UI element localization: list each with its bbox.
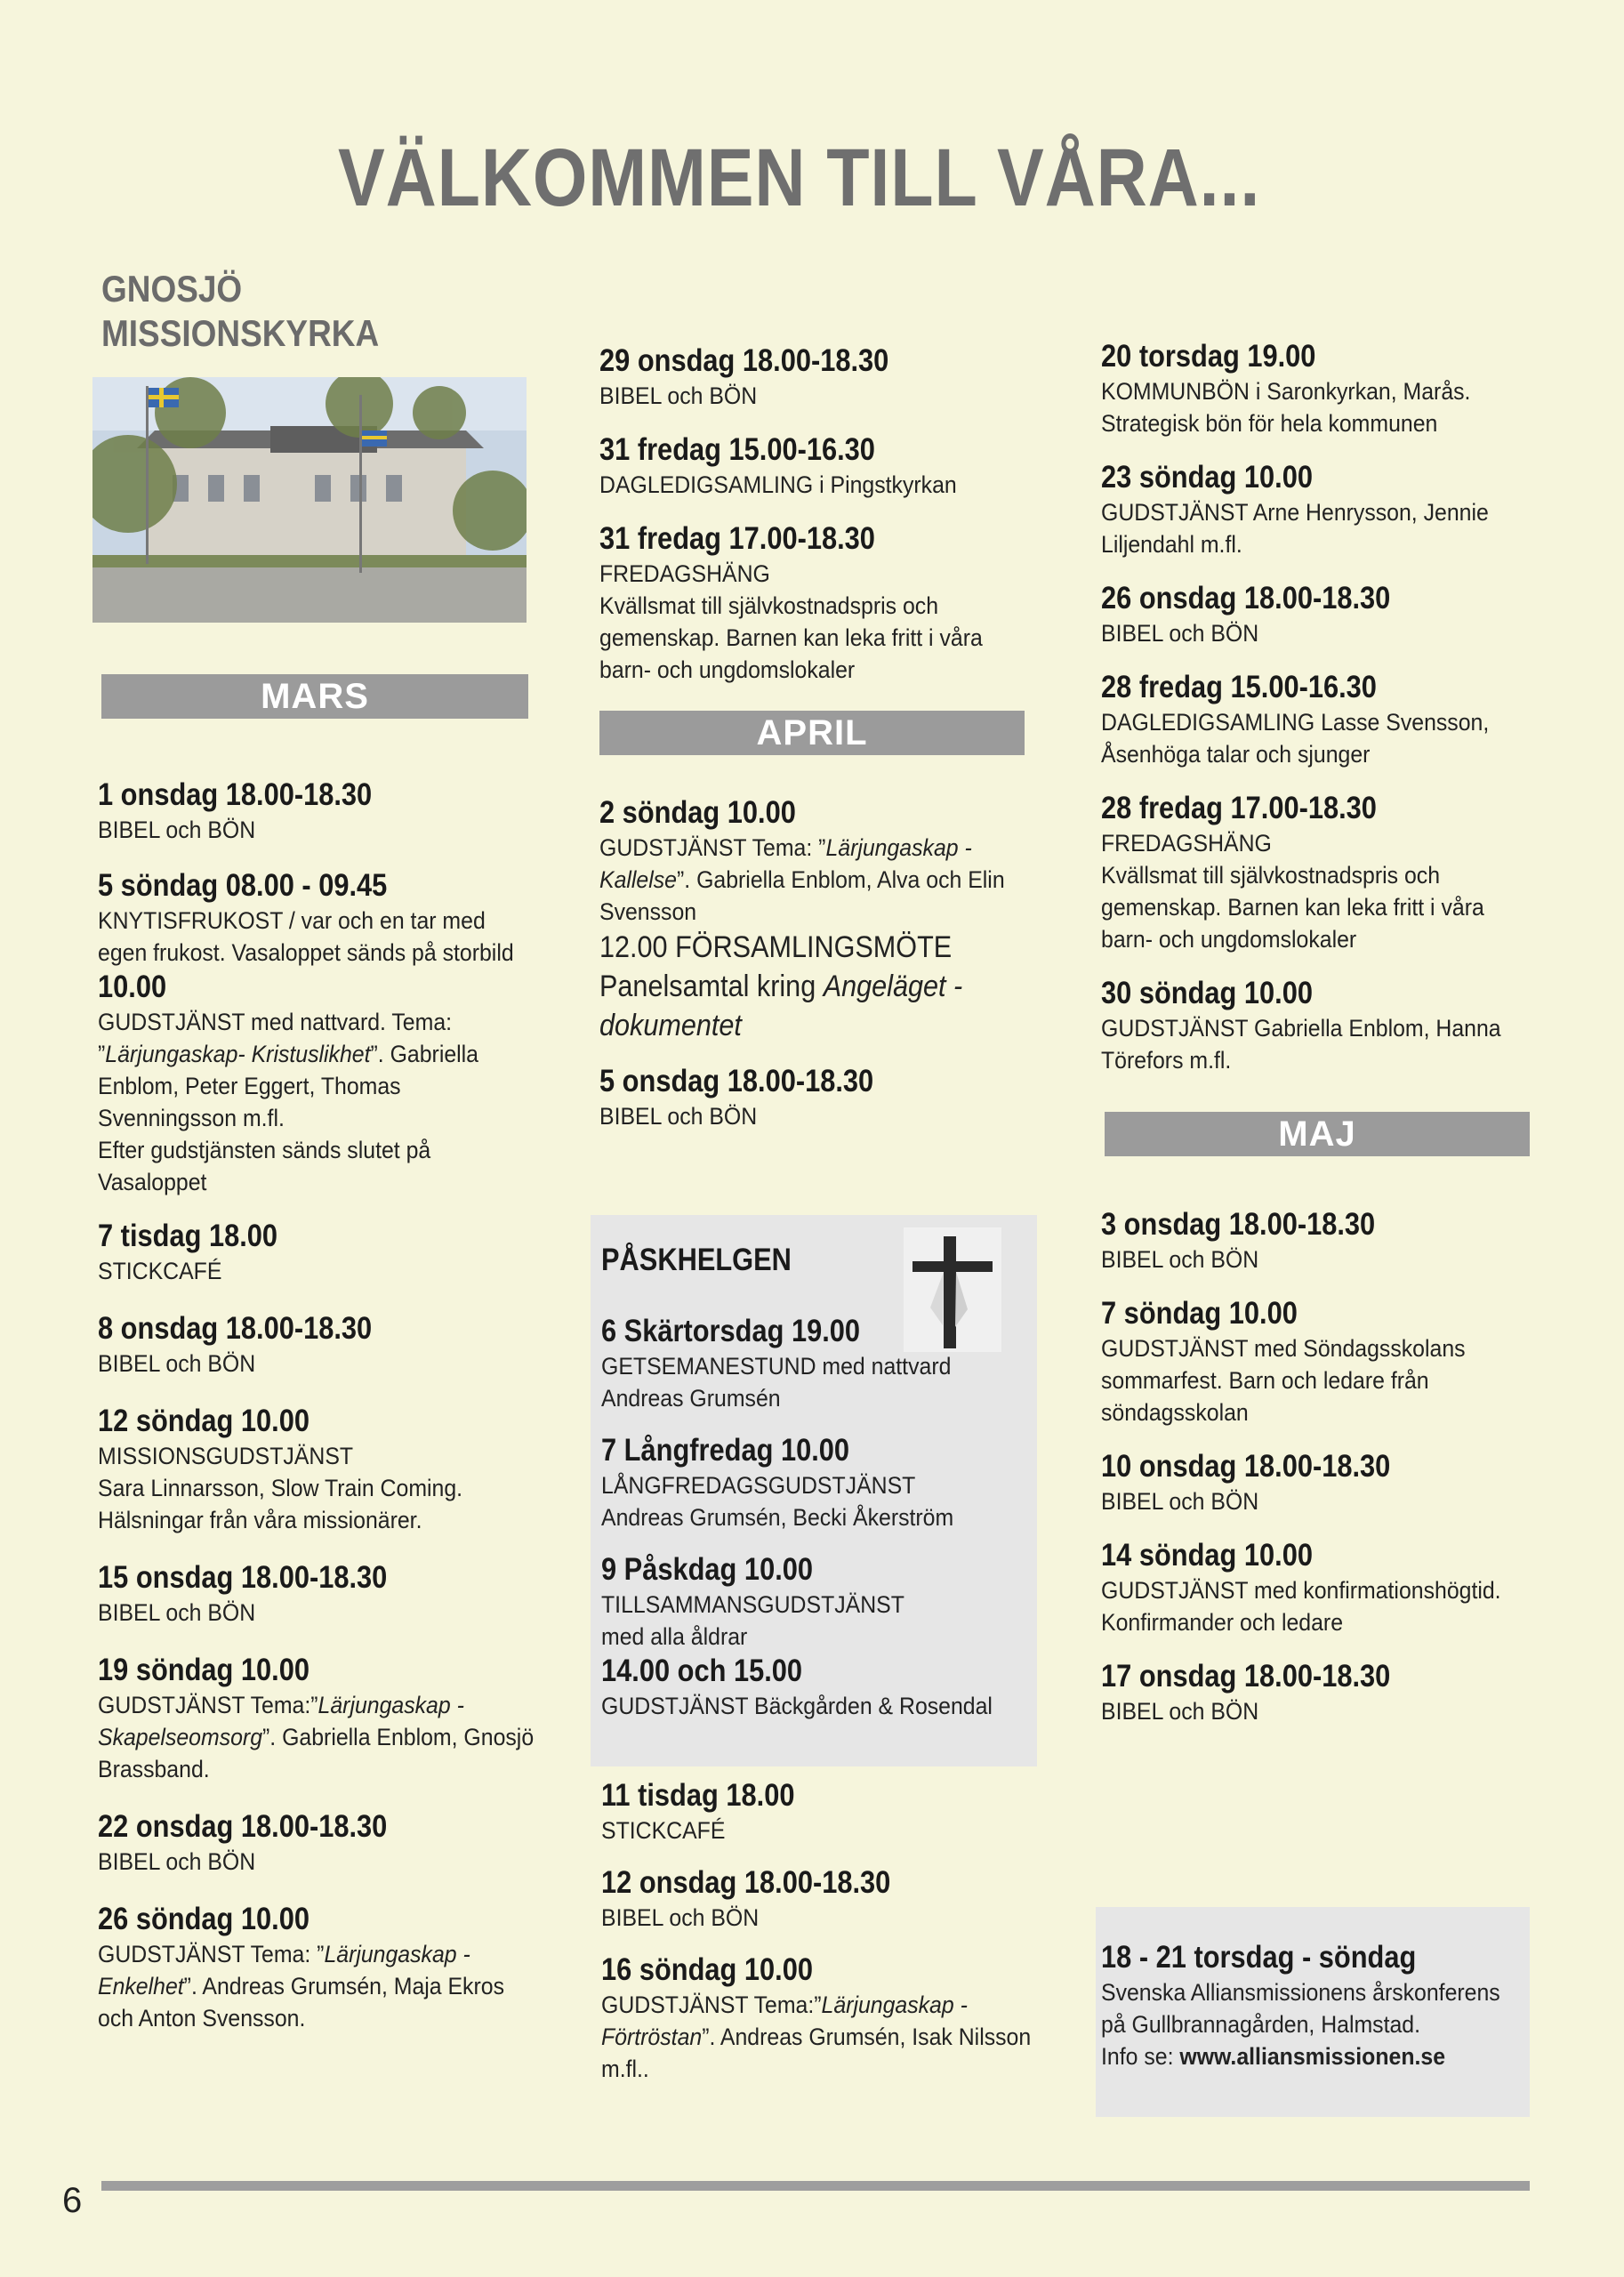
event-text: GETSEMANESTUND med nattvard <box>601 1353 952 1380</box>
event-text-2: Kvällsmat till självkostnadspris och gemenskap. Barnen kan leka fritt i våra barn- och ungdomslokaler <box>599 592 983 683</box>
event-date: 28 fredag 15.00-16.30 <box>1101 670 1377 704</box>
event <box>599 431 1035 501</box>
event <box>599 794 1035 928</box>
month-header-maj: MAJ <box>1105 1112 1530 1156</box>
event-date: 26 söndag 10.00 <box>98 1902 310 1936</box>
event-date: 31 fredag 17.00-18.30 <box>599 521 875 556</box>
document-name: Angeläget - dokumentet <box>599 970 963 1042</box>
church-name-line2: MISSIONSKYRKA <box>101 312 380 355</box>
mars-events <box>98 776 543 2057</box>
event-text: KNYTISFRUKOST / var och en tar med egen frukost. Vasaloppet sänds på storbild <box>98 907 514 966</box>
event-text: BIBEL och BÖN <box>1101 620 1259 647</box>
event-text: GUDSTJÄNST Bäckgården & Rosendal <box>601 1693 993 1719</box>
text-part: Panelsamtal kring <box>599 970 824 1003</box>
event <box>1101 790 1546 955</box>
event-date: 26 onsdag 18.00-18.30 <box>1101 581 1391 616</box>
conference-event <box>1101 1939 1519 2072</box>
info-label: Info se: <box>1101 2043 1180 2070</box>
event-text: STICKCAFÉ <box>601 1817 726 1844</box>
event-text: TILLSAMMANSGUDSTJÄNST med alla åldrar <box>601 1591 904 1650</box>
event-text: FREDAGSHÄNG <box>599 560 770 587</box>
event-date: 28 fredag 17.00-18.30 <box>1101 791 1377 825</box>
event <box>601 1653 1028 1722</box>
event <box>98 969 543 1198</box>
event-text: FREDAGSHÄNG <box>1101 830 1272 857</box>
event-text: GUDSTJÄNST med konfirmationshögtid. Konfirmander och ledare <box>1101 1577 1501 1636</box>
event-date: 10.00 <box>98 970 167 1004</box>
text-part: ”. Andreas Grumsén, Maja Ekros och Anton Svensson. <box>98 1973 504 2032</box>
meeting-text <box>599 967 1039 1045</box>
event-text-2: Efter gudstjänsten sänds slutet på Vasaloppet <box>98 1137 431 1195</box>
event-date: 9 Påskdag 10.00 <box>601 1552 814 1587</box>
theme: Lärjungaskap - Enkelhet <box>98 1941 470 1999</box>
event-text: STICKCAFÉ <box>98 1258 222 1284</box>
event-date: 14 söndag 10.00 <box>1101 1538 1313 1573</box>
theme: Lärjungaskap - Skapelseomsorg <box>98 1692 464 1750</box>
event-date: 8 onsdag 18.00-18.30 <box>98 1311 373 1346</box>
event-text: GUDSTJÄNST Arne Henrysson, Jennie Liljendahl m.fl. <box>1101 499 1489 558</box>
event-text-2: Andreas Grumsén, Becki Åkerström <box>601 1504 954 1531</box>
event <box>98 1901 543 2034</box>
page-title: VÄLKOMMEN TILL VÅRA... <box>338 133 1261 223</box>
event <box>1101 669 1546 770</box>
event-text: BIBEL och BÖN <box>1101 1698 1259 1725</box>
event-text-2: Sara Linnarsson, Slow Train Coming. Hälsningar från våra missionärer. <box>98 1475 463 1533</box>
event <box>601 1313 1028 1414</box>
event-date: 5 onsdag 18.00-18.30 <box>599 1064 874 1098</box>
event-text: BIBEL och BÖN <box>599 1103 758 1130</box>
event-text-2: Kvällsmat till självkostnadspris och gemenskap. Barnen kan leka fritt i våra barn- och ungdomslokaler <box>1101 862 1484 953</box>
event-text <box>599 832 1033 928</box>
event-date: 18 - 21 torsdag - söndag <box>1101 1940 1417 1975</box>
month-header-mars: MARS <box>101 674 528 719</box>
event <box>601 1864 1037 1934</box>
event <box>1101 1206 1546 1275</box>
april-events-bottom <box>601 1777 1037 2108</box>
meeting-title: 12.00 FÖRSAMLINGSMÖTE <box>599 930 953 964</box>
paskhelgen-box <box>591 1215 1037 1766</box>
info-line <box>1101 2040 1516 2072</box>
page-number: 6 <box>62 2181 83 2220</box>
event-date: 5 söndag 08.00 - 09.45 <box>98 868 388 903</box>
theme: Lärjungaskap - Förtröstan <box>601 1991 968 2050</box>
event <box>601 1551 1028 1653</box>
event-date: 14.00 och 15.00 <box>601 1653 803 1688</box>
text-part: ”. Gabriella Enblom, Alva och Elin Svensson <box>599 866 1005 925</box>
text-part: ”. Gabriella Enblom, Peter Eggert, Thomas Svenningsson m.fl. <box>98 1041 479 1131</box>
event-text: DAGLEDIGSAMLING i Pingstkyrkan <box>599 471 957 498</box>
text-part: ”. Gabriella Enblom, Gnosjö Brassband. <box>98 1724 535 1782</box>
event <box>1101 338 1546 439</box>
event-date: 20 torsdag 19.00 <box>1101 339 1316 374</box>
event <box>98 867 543 969</box>
event <box>1101 975 1546 1076</box>
event-text: BIBEL och BÖN <box>1101 1488 1259 1515</box>
event-text: GUDSTJÄNST Gabriella Enblom, Hanna Törefors m.fl. <box>1101 1015 1501 1074</box>
event <box>601 1951 1037 2085</box>
event-date: 31 fredag 15.00-16.30 <box>599 432 875 467</box>
text-part: GUDSTJÄNST Tema: ” <box>599 834 826 861</box>
month-header-april: APRIL <box>599 711 1025 755</box>
event <box>1101 1448 1546 1517</box>
event-date: 22 onsdag 18.00-18.30 <box>98 1809 388 1844</box>
event-text: DAGLEDIGSAMLING Lasse Svensson, Åsenhöga talar och sjunger <box>1101 709 1490 768</box>
event-date: 23 söndag 10.00 <box>1101 460 1313 495</box>
text-part: GUDSTJÄNST Tema:” <box>601 1991 822 2018</box>
event <box>1101 1295 1546 1428</box>
event-text: KOMMUNBÖN i Saronkyrkan, Marås. Strategisk bön för hela kommunen <box>1101 378 1471 437</box>
event <box>98 1310 543 1380</box>
event-date: 15 onsdag 18.00-18.30 <box>98 1560 388 1595</box>
event-date: 7 Långfredag 10.00 <box>601 1433 850 1468</box>
event <box>1101 1537 1546 1638</box>
column-right <box>1101 338 1546 1750</box>
event-text: GUDSTJÄNST med Söndagsskolans sommarfest. Barn och ledare från söndagsskolan <box>1101 1335 1466 1426</box>
event-text: MISSIONSGUDSTJÄNST <box>98 1443 354 1469</box>
event <box>1101 1658 1546 1727</box>
event-text: BIBEL och BÖN <box>98 1350 256 1377</box>
event-text: BIBEL och BÖN <box>599 382 758 409</box>
event <box>599 342 1035 412</box>
column-left <box>101 674 528 719</box>
event-date: 17 onsdag 18.00-18.30 <box>1101 1659 1391 1694</box>
event <box>98 776 543 846</box>
event-date: 12 söndag 10.00 <box>98 1404 310 1438</box>
theme: Lärjungaskap- Kristuslikhet <box>105 1041 371 1067</box>
church-photo <box>92 377 527 623</box>
event <box>98 1652 543 1785</box>
event-date: 12 onsdag 18.00-18.30 <box>601 1865 891 1900</box>
event <box>601 1432 1028 1533</box>
event-text: BIBEL och BÖN <box>98 1848 256 1875</box>
footer-divider <box>101 2181 1530 2191</box>
event-date: 7 söndag 10.00 <box>1101 1296 1298 1331</box>
event <box>98 1218 543 1287</box>
column-middle <box>599 342 1035 1155</box>
event-text <box>98 1006 540 1134</box>
event <box>98 1559 543 1629</box>
event-text: BIBEL och BÖN <box>98 817 256 843</box>
event <box>98 1808 543 1878</box>
event <box>1101 580 1546 649</box>
event <box>599 520 1035 686</box>
text-part: GUDSTJÄNST med nattvard. Tema: ” <box>98 1009 453 1067</box>
church-name <box>101 267 379 357</box>
event-text <box>98 1938 540 2034</box>
paskhelgen-events <box>601 1313 1028 1745</box>
event-text: BIBEL och BÖN <box>601 1904 760 1931</box>
event-date: 30 söndag 10.00 <box>1101 976 1313 1010</box>
info-link[interactable]: www.alliansmissionen.se <box>1179 2043 1446 2070</box>
event-text: BIBEL och BÖN <box>1101 1246 1259 1273</box>
conference-box <box>1096 1907 1530 2117</box>
event-text: BIBEL och BÖN <box>98 1599 256 1626</box>
event-date: 19 söndag 10.00 <box>98 1653 310 1687</box>
text-part: ”. Andreas Grumsén, Isak Nilsson m.fl.. <box>601 2024 1032 2082</box>
event-date: 2 söndag 10.00 <box>599 795 796 830</box>
text-part: GUDSTJÄNST Tema: ” <box>98 1941 325 1967</box>
event-text: Svenska Alliansmissionens årskonferens på Gullbrannagården, Halmstad. <box>1101 1979 1500 2038</box>
event-date: 6 Skärtorsdag 19.00 <box>601 1314 861 1348</box>
event-text <box>601 1989 1034 2085</box>
event <box>98 1403 543 1536</box>
event-date: 1 onsdag 18.00-18.30 <box>98 777 373 812</box>
event-date: 16 söndag 10.00 <box>601 1952 813 1987</box>
event-date: 29 onsdag 18.00-18.30 <box>599 343 889 378</box>
theme: Lärjungaskap - Kallelse <box>599 834 972 893</box>
event-text <box>98 1689 540 1785</box>
event <box>1101 459 1546 560</box>
event-date: 10 onsdag 18.00-18.30 <box>1101 1449 1391 1484</box>
church-name-line1: GNOSJÖ <box>101 268 243 310</box>
text-part: GUDSTJÄNST Tema:” <box>98 1692 318 1718</box>
event <box>601 1777 1037 1847</box>
event-meeting <box>599 928 1035 1045</box>
event-date: 3 onsdag 18.00-18.30 <box>1101 1207 1376 1242</box>
event-text: LÅNGFREDAGSGUDSTJÄNST <box>601 1472 916 1499</box>
event-text-2: Andreas Grumsén <box>601 1385 781 1412</box>
event <box>599 1063 1035 1132</box>
event-date: 7 tisdag 18.00 <box>98 1219 278 1253</box>
event-date: 11 tisdag 18.00 <box>601 1778 795 1813</box>
paskhelgen-heading: PÅSKHELGEN <box>601 1243 792 1277</box>
